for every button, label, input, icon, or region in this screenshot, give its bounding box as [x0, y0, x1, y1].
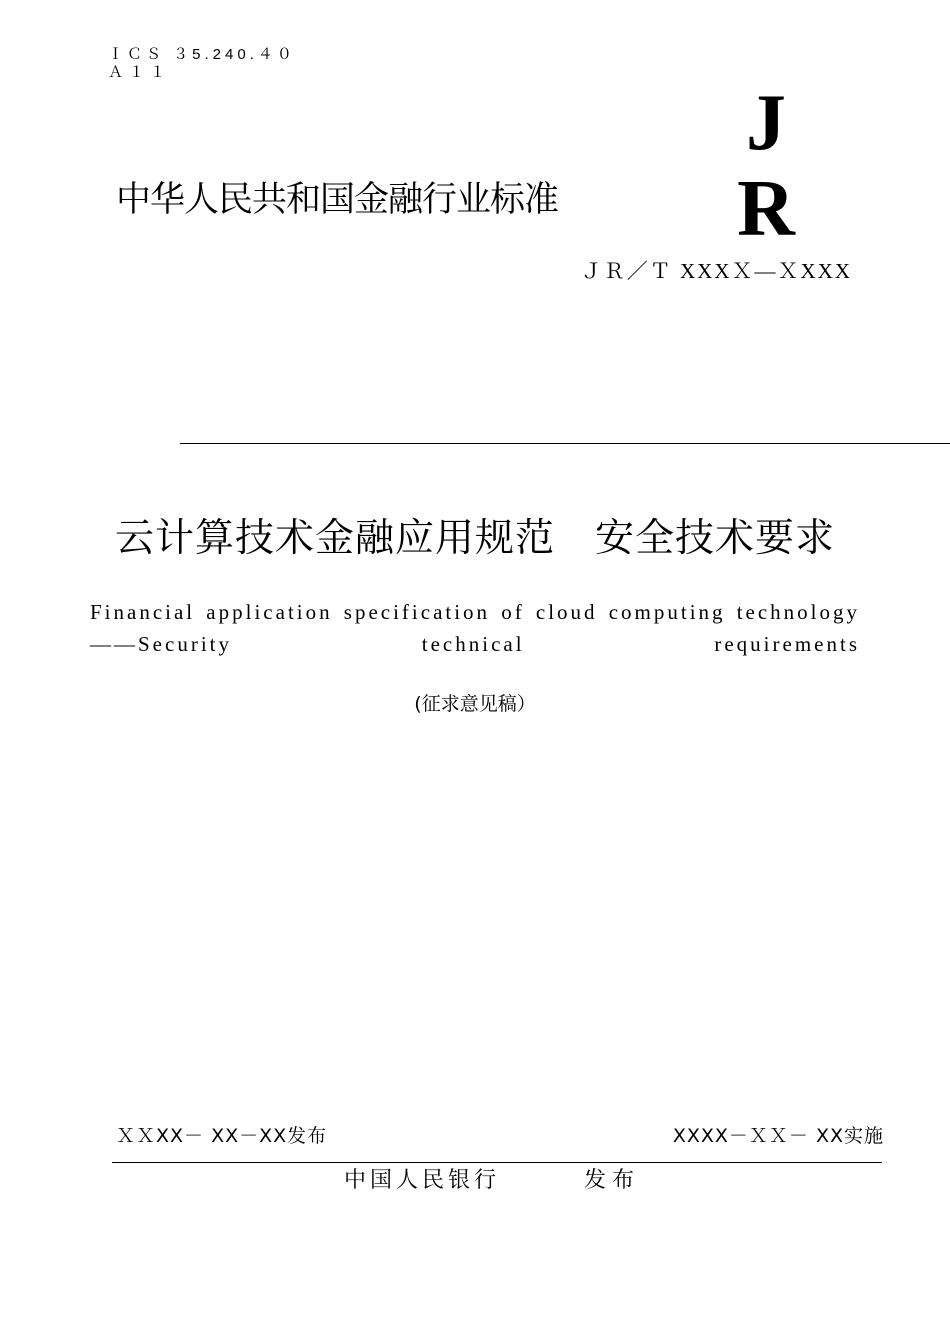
ics-code: ＩＣＳ ３5.240.４０: [108, 46, 296, 63]
issue-date: ＸＸXX－ XX－XX发布: [116, 1125, 328, 1147]
standard-organization: 中华人民共和国金融行业标准: [116, 180, 559, 220]
bottom-divider: [112, 1162, 882, 1163]
issuer: 中国人民银行: [344, 1168, 501, 1193]
jr-logo-letters: JR: [737, 79, 795, 253]
jr-logo: [728, 79, 818, 253]
top-divider: [180, 443, 950, 444]
document-title-chinese: 云计算技术金融应用规范 安全技术要求: [114, 516, 835, 561]
issued-label: 发布: [584, 1168, 641, 1193]
standard-number: ＪＲ／Ｔ XXXＸ—ＸXXX: [580, 259, 852, 283]
classification-code: Ａ１１: [108, 64, 172, 81]
implementation-date: XXXX－ＸＸ－ XX实施: [672, 1125, 884, 1147]
document-title-english: Financial application specification of cloud computing technology——Security technical requirements: [90, 600, 860, 656]
draft-note: (征求意见稿）: [414, 693, 536, 715]
